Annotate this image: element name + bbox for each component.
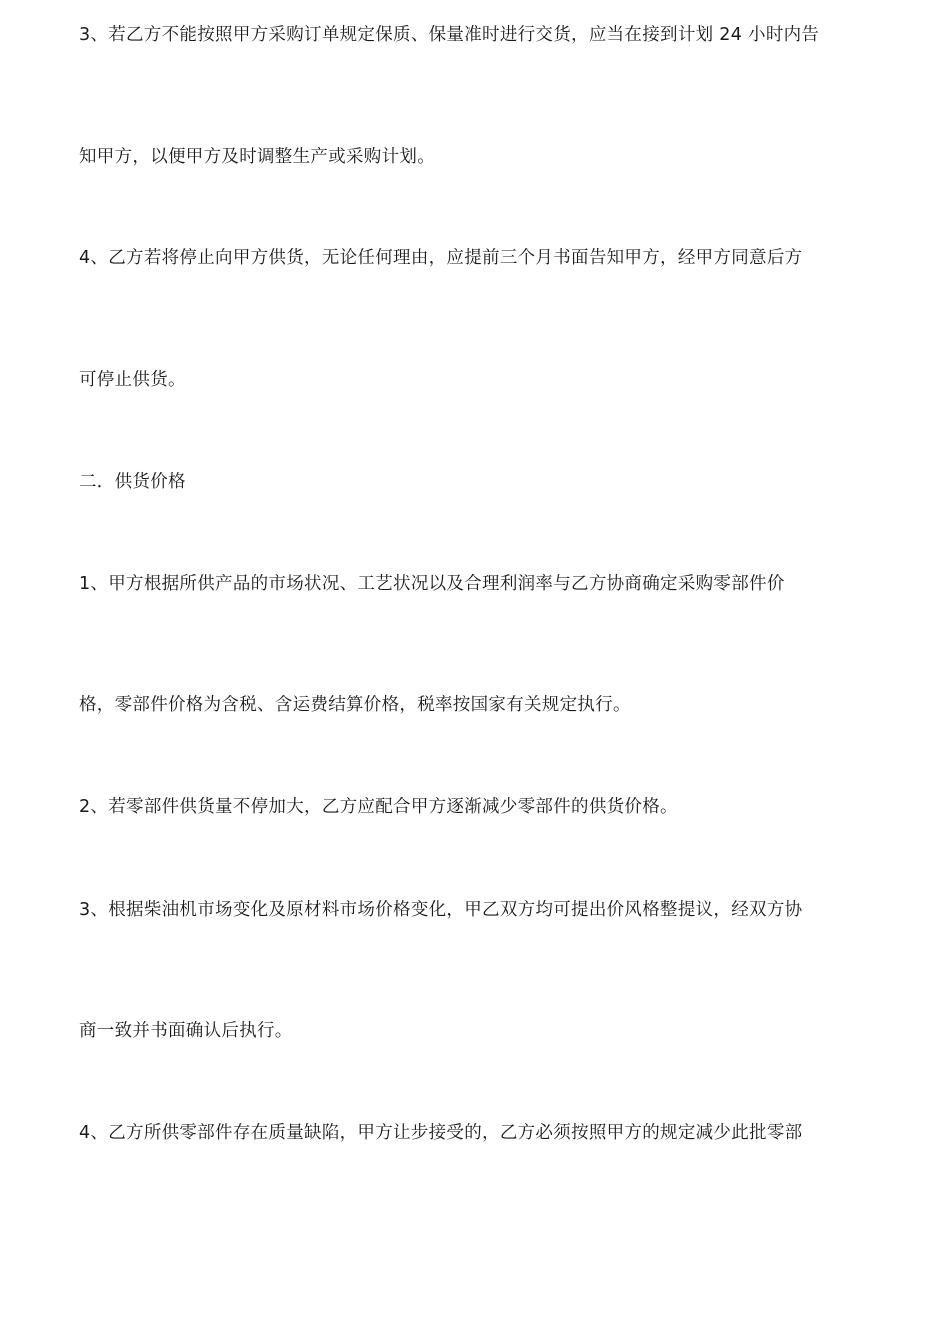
pricing-clause-2: 2、若零部件供货量不停加大，乙方应配合甲方逐渐减少零部件的供货价格。 xyxy=(79,797,678,817)
pricing-clause-3-line-2: 商一致并书面确认后执行。 xyxy=(79,1021,293,1041)
clause-3-line-1: 3、若乙方不能按照甲方采购订单规定保质、保量准时进行交货，应当在接到计划 24 小时内告 xyxy=(79,25,820,45)
pricing-clause-4-line-1: 4、乙方所供零部件存在质量缺陷，甲方让步接受的，乙方必须按照甲方的规定减少此批零部 xyxy=(79,1123,803,1143)
clause-4-line-2: 可停止供货。 xyxy=(79,370,186,390)
pricing-clause-1-line-1: 1、甲方根据所供产品的市场状况、工艺状况以及合理利润率与乙方协商确定采购零部件价 xyxy=(79,574,785,594)
pricing-clause-1-line-2: 格，零部件价格为含税、含运费结算价格，税率按国家有关规定执行。 xyxy=(79,695,631,715)
pricing-clause-3-line-1: 3、根据柴油机市场变化及原材料市场价格变化，甲乙双方均可提出价风格整提议，经双方协 xyxy=(79,900,803,920)
clause-3-line-2: 知甲方，以便甲方及时调整生产或采购计划。 xyxy=(79,147,435,167)
section-heading-pricing: 二．供货价格 xyxy=(79,472,186,492)
clause-4-line-1: 4、乙方若将停止向甲方供货，无论任何理由，应提前三个月书面告知甲方，经甲方同意后方 xyxy=(79,248,803,268)
